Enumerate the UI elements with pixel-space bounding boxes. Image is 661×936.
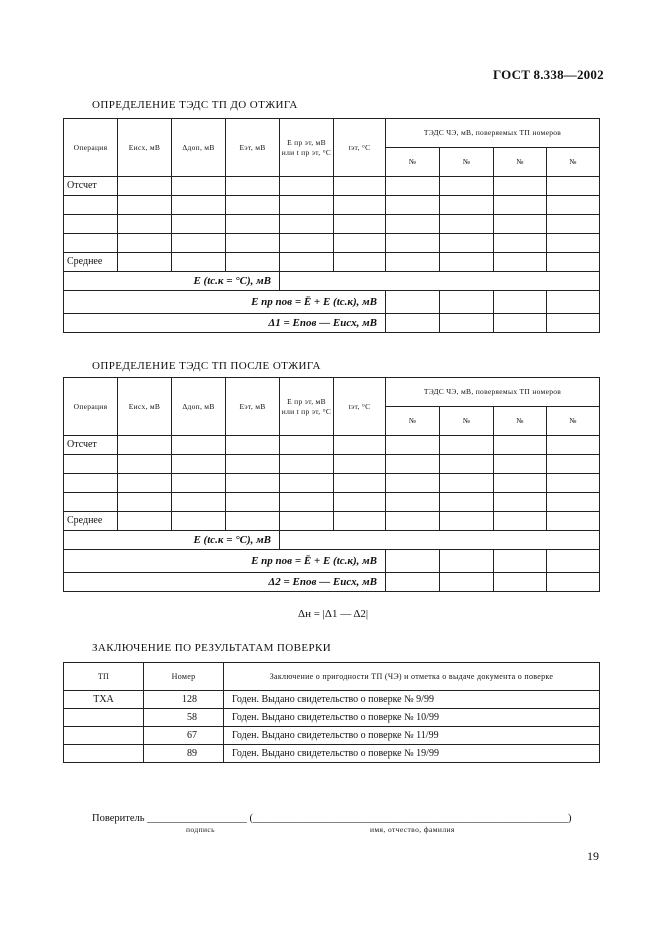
col-e-et: Eэт, мВ	[226, 378, 280, 436]
table-row	[64, 727, 600, 745]
table-after-annealing	[63, 377, 600, 592]
col-operation: Операция	[64, 378, 118, 436]
table-row	[64, 691, 600, 709]
cell-tp	[64, 745, 144, 763]
signature-blank: ___________________ (____________________________________________________________)	[147, 813, 572, 824]
delta-formula: Δн = |Δ1 — Δ2|	[298, 608, 369, 620]
cell-conclusion: Годен. Выдано свидетельство о поверке № 10/99	[224, 709, 600, 727]
number-col: №	[547, 407, 600, 436]
table-row	[64, 745, 600, 763]
formula-e-pov: E пр пов = Ē + E (tс.к), мВ	[64, 550, 386, 573]
caption-full-name: имя, отчество, фамилия	[370, 825, 455, 834]
col-tp: ТП	[64, 663, 144, 691]
col-tedc-group: ТЭДС ЧЭ, мВ, поверяемых ТП номеров	[386, 119, 600, 148]
section-title-before-annealing: ОПРЕДЕЛЕНИЕ ТЭДС ТП ДО ОТЖИГА	[92, 99, 298, 111]
conclusion-title: ЗАКЛЮЧЕНИЕ ПО РЕЗУЛЬТАТАМ ПОВЕРКИ	[92, 642, 332, 654]
col-e-pr: E пр эт, мВ или t пр эт, °С	[280, 119, 334, 177]
signer-label: Поверитель	[92, 813, 145, 824]
formula-cold-junction: E (tс.к = °С), мВ	[64, 272, 280, 291]
formula-cold-junction: E (tс.к = °С), мВ	[64, 531, 280, 550]
number-col: №	[494, 148, 547, 177]
cell-tp: ТХА	[64, 691, 144, 709]
col-operation: Операция	[64, 119, 118, 177]
cell-number: 128	[144, 691, 224, 709]
col-e-ish: Eисх, мВ	[118, 378, 172, 436]
cell-conclusion: Годен. Выдано свидетельство о поверке № 9/99	[224, 691, 600, 709]
page-number: 19	[587, 849, 599, 863]
cell-conclusion: Годен. Выдано свидетельство о поверке № 11/99	[224, 727, 600, 745]
row-label-reading: Отсчет	[64, 177, 118, 196]
number-col: №	[440, 148, 494, 177]
table-before-annealing	[63, 118, 600, 333]
formula-delta1: Δ1 = Eпов — Eисх, мВ	[64, 314, 386, 333]
cell-tp	[64, 727, 144, 745]
formula-delta2: Δ2 = Eпов — Eисх, мВ	[64, 573, 386, 592]
caption-signature: подпись	[186, 825, 215, 834]
number-col: №	[386, 148, 440, 177]
col-t-et: tэт, °С	[334, 378, 386, 436]
col-delta-dop: Δдоп, мВ	[172, 119, 226, 177]
section-title-after-annealing: ОПРЕДЕЛЕНИЕ ТЭДС ТП ПОСЛЕ ОТЖИГА	[92, 360, 321, 372]
number-col: №	[547, 148, 600, 177]
conclusion-table	[63, 662, 600, 763]
number-col: №	[440, 407, 494, 436]
formula-e-pov: E пр пов = Ē + E (tс.к), мВ	[64, 291, 386, 314]
col-e-et: Eэт, мВ	[226, 119, 280, 177]
table-row	[64, 709, 600, 727]
cell-number: 67	[144, 727, 224, 745]
col-e-pr: E пр эт, мВ или t пр эт, °С	[280, 378, 334, 436]
cell-number: 89	[144, 745, 224, 763]
cell-number: 58	[144, 709, 224, 727]
col-number: Номер	[144, 663, 224, 691]
row-label-average: Среднее	[64, 253, 118, 272]
cell-conclusion: Годен. Выдано свидетельство о поверке № 19/99	[224, 745, 600, 763]
signature-line	[92, 813, 572, 824]
row-label-reading: Отсчет	[64, 436, 118, 455]
col-conclusion: Заключение о пригодности ТП (ЧЭ) и отметка о выдаче документа о поверке	[224, 663, 600, 691]
number-col: №	[494, 407, 547, 436]
number-col: №	[386, 407, 440, 436]
col-tedc-group: ТЭДС ЧЭ, мВ, поверяемых ТП номеров	[386, 378, 600, 407]
cell-tp	[64, 709, 144, 727]
col-t-et: tэт, °С	[334, 119, 386, 177]
row-label-average: Среднее	[64, 512, 118, 531]
col-delta-dop: Δдоп, мВ	[172, 378, 226, 436]
col-e-ish: Eисх, мВ	[118, 119, 172, 177]
document-code: ГОСТ 8.338—2002	[493, 67, 604, 82]
